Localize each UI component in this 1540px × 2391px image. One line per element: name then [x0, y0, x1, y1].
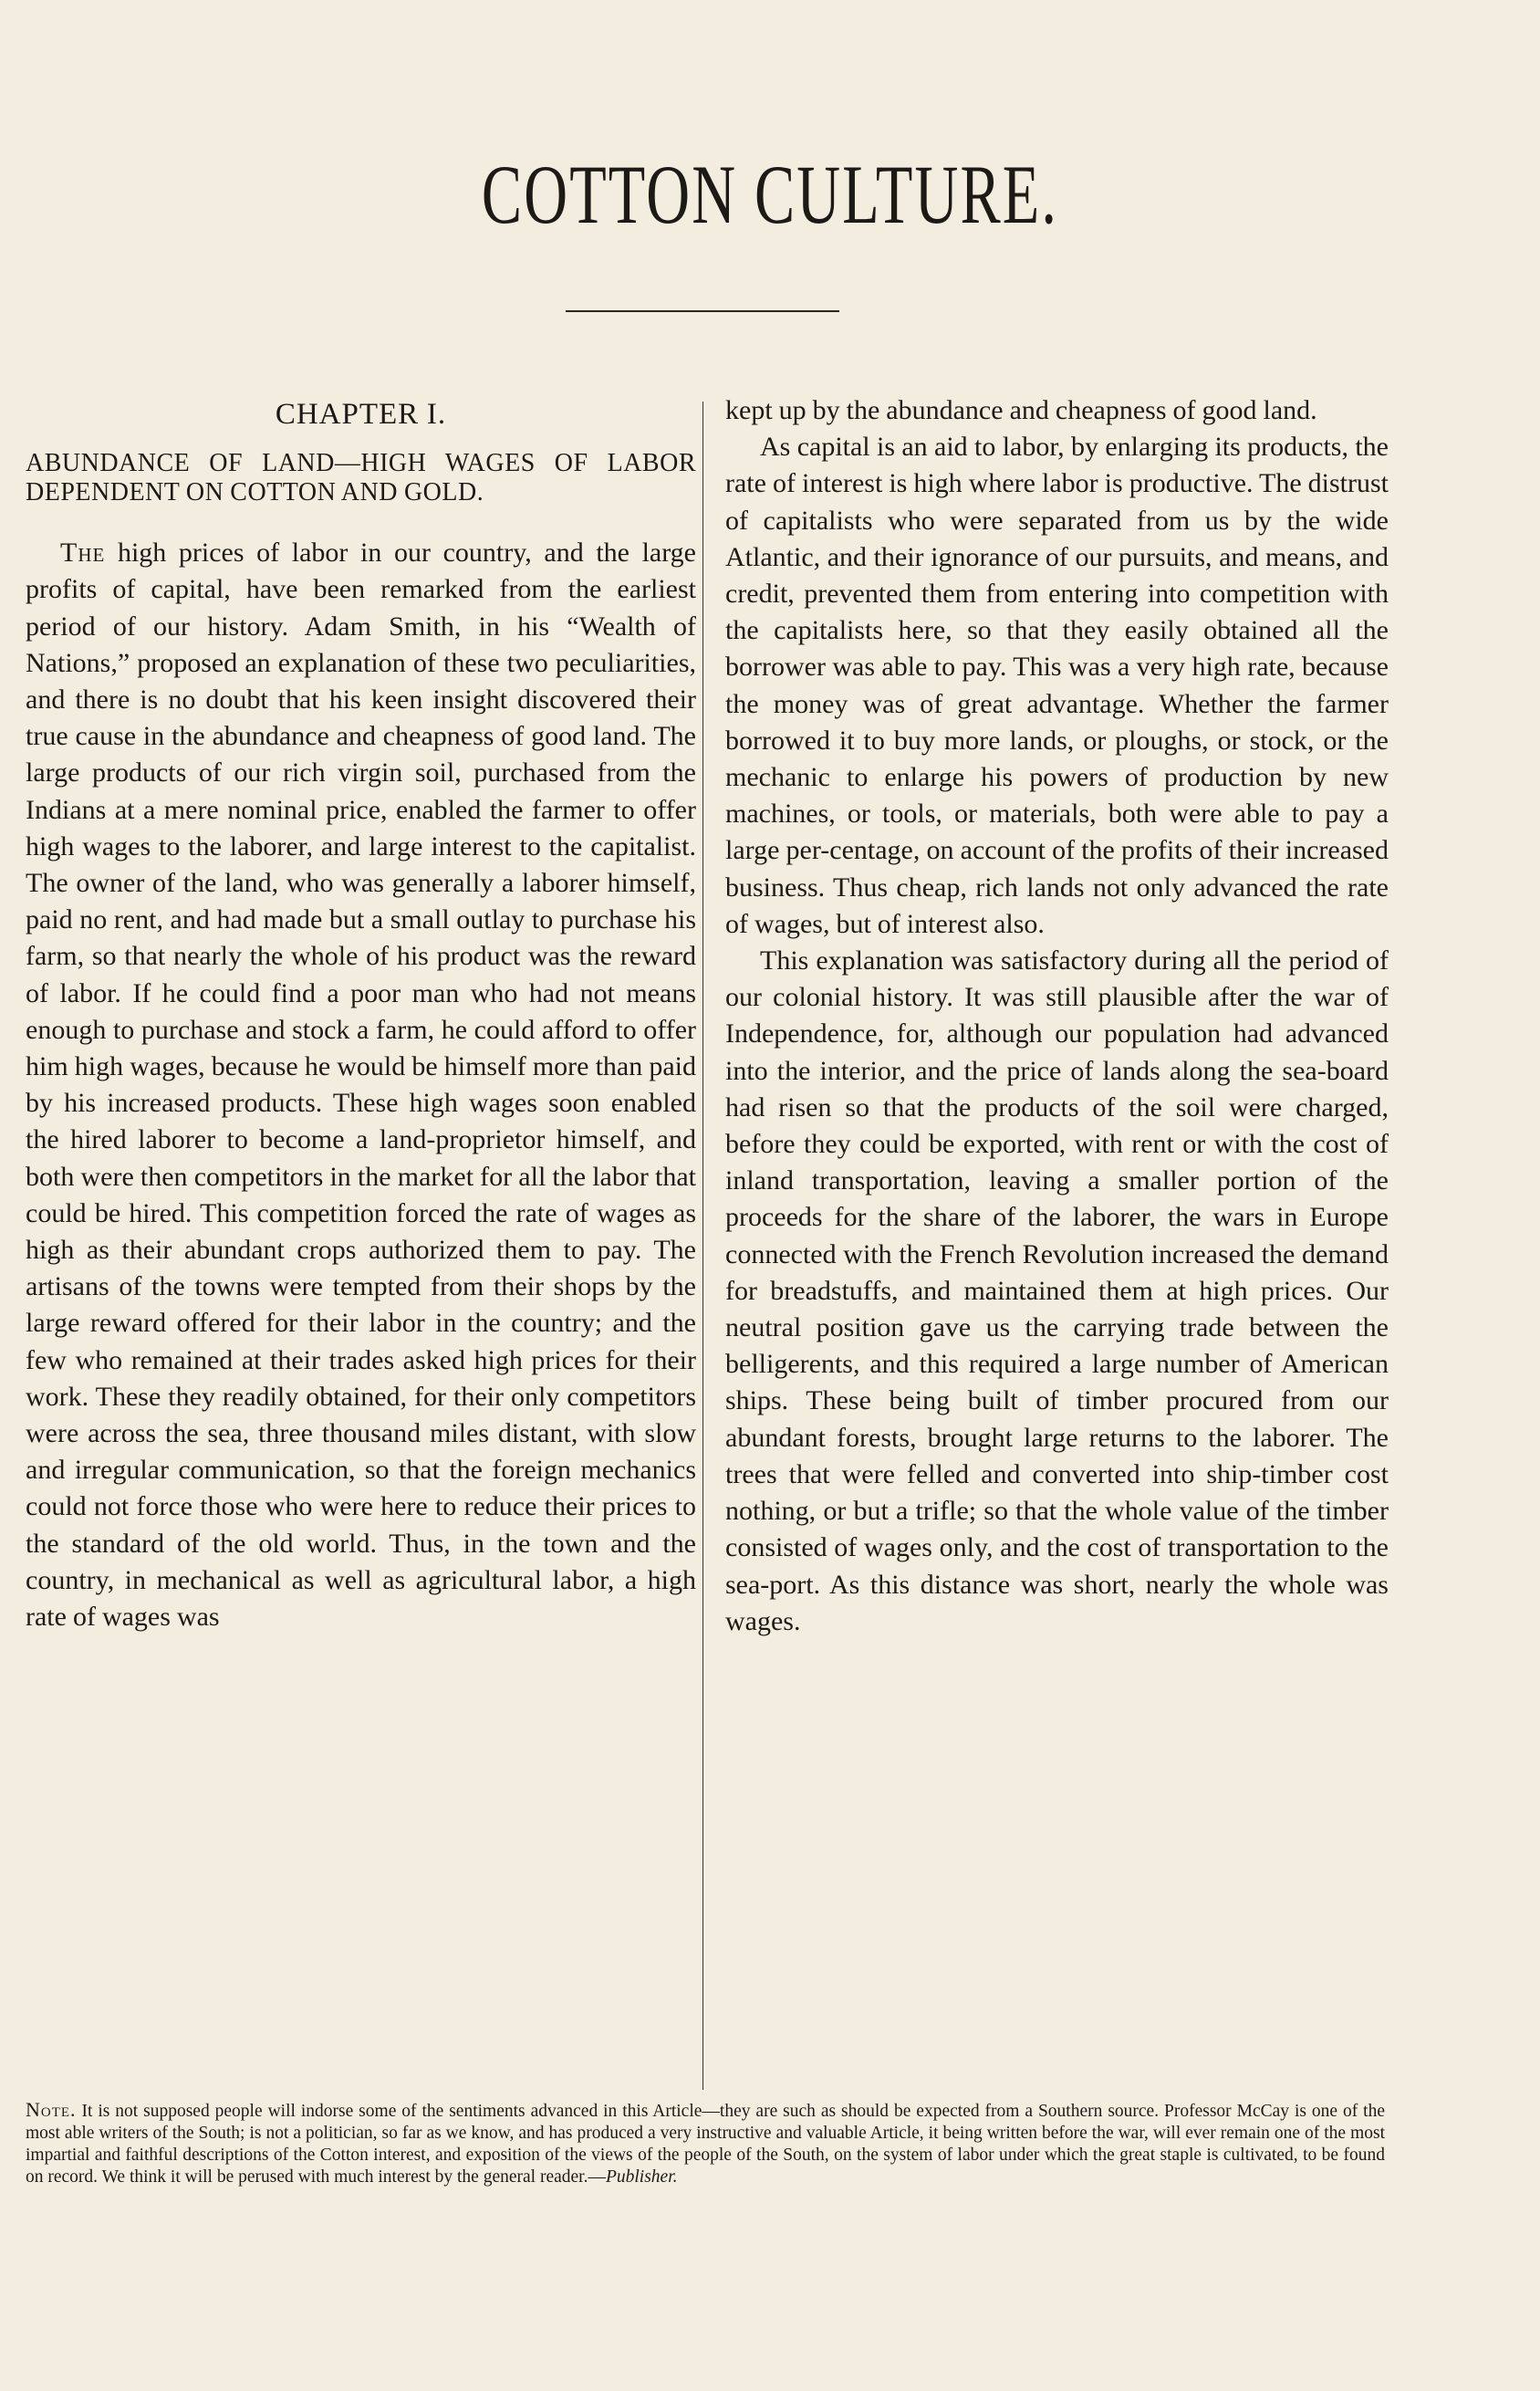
- left-column: [26, 392, 696, 1635]
- chapter-subheading: ABUNDANCE OF LAND—HIGH WAGES OF LABOR DEPENDENT ON COTTON AND GOLD.: [26, 449, 696, 507]
- chapter-heading: CHAPTER I.: [275, 398, 447, 431]
- right-column: [725, 392, 1389, 1640]
- right-paragraph-1: kept up by the abundance and cheapness of good land.: [725, 395, 1317, 425]
- column-divider: [702, 402, 703, 2090]
- note-text: It is not supposed people will indorse some of the sentiments advanced in this Article—they are such as should be expected from a Southern source. Professor McCay is one of the most able writers of the South; is not a politician, so far as we know, and has produced a very instructive and valuable Article, it being written before the war, will ever remain one of the most impartial and faithful descriptions of the Cotton interest, and exposition of the views of the people of the South, on the system of labor under which the great staple is cultivated, to be found on record. We think it will be perused with much interest by the general reader.—: [26, 2102, 1385, 2187]
- left-paragraph-text: high prices of labor in our country, and the large profits of capital, have been remarked from the earliest period of our history. Adam Smith, in his “Wealth of Nations,” proposed an explanation of these two peculiarities, and there is no doubt that his keen insight discovered their true cause in the abundance and cheapness of good land. The large products of our rich virgin soil, purchased from the Indians at a mere nominal price, enabled the farmer to offer high wages to the laborer, and large interest to the capitalist. The owner of the land, who was generally a laborer himself, paid no rent, and had made but a small outlay to purchase his farm, so that nearly the whole of his product was the reward of labor. If he could find a poor man who had not means enough to purchase and stock a farm, he could afford to offer him high wages, because he would be himself more than paid by his increased products. These high wages soon enabled the hired laborer to become a land-proprietor himself, and both were then competitors in the market for all the labor that could be hired. This competition forced the rate of wages as high as their abundant crops authorized them to pay. The artisans of the towns were tempted from their shops by the large reward offered for their labor in the country; and the few who remained at their trades asked high prices for their work. These they readily obtained, for their only competitors were across the sea, three thousand miles distant, with slow and irregular communication, so that the foreign mechanics could not force those who were here to reduce their prices to the standard of the old world. Thus, in the town and the country, in mechanical as well as agricultural labor, a high rate of wages was: [26, 538, 696, 1633]
- right-paragraph-2: As capital is an aid to labor, by enlarging its products, the rate of interest is high where labor is productive. The distrust of capitalists who were separated from us by the wide Atlantic, and their ignorance of our pursuits, and means, and credit, prevented them from entering into competition with the capitalists here, so that they easily obtained all the borrower was able to pay. This was a very high rate, because the money was of great advantage. Whether the farmer borrowed it to buy more lands, or ploughs, or stock, or the mechanic to enlarge his powers of production by new machines, or tools, or materials, both were able to pay a large per-centage, on account of the profits of their increased business. Thus cheap, rich lands not only advanced the rate of wages, but of interest also.: [725, 432, 1389, 939]
- left-paragraph: [26, 535, 696, 1635]
- page-title: COTTON CULTURE.: [481, 148, 1059, 241]
- note-label: Note.: [26, 2098, 77, 2121]
- right-paragraph-3: This explanation was satisfactory during all the period of our colonial history. It was still plausible after the war of Independence, for, although our population had advanced into the interior, and the price of lands along the sea-board had risen so that the products of the soil were charged, before they could be exported, with rent or with the cost of inland transportation, leaving a smaller portion of the proceeds for the share of the laborer, the wars in Europe connected with the French Revolution increased the demand for breadstuffs, and maintained them at high prices. Our neutral position gave us the carrying trade between the belligerents, and this required a large number of American ships. These being built of timber procured from our abundant forests, brought large returns to the laborer. The trees that were felled and converted into ship-timber cost nothing, or but a trifle; so that the whole value of the timber consisted of wages only, and the cost of transportation to the sea-port. As this distance was short, nearly the whole was wages.: [725, 945, 1389, 1636]
- footnote: [26, 2099, 1385, 2188]
- note-signature: Publisher.: [605, 2167, 678, 2187]
- lead-word: The: [60, 538, 106, 569]
- title-rule: [566, 310, 839, 312]
